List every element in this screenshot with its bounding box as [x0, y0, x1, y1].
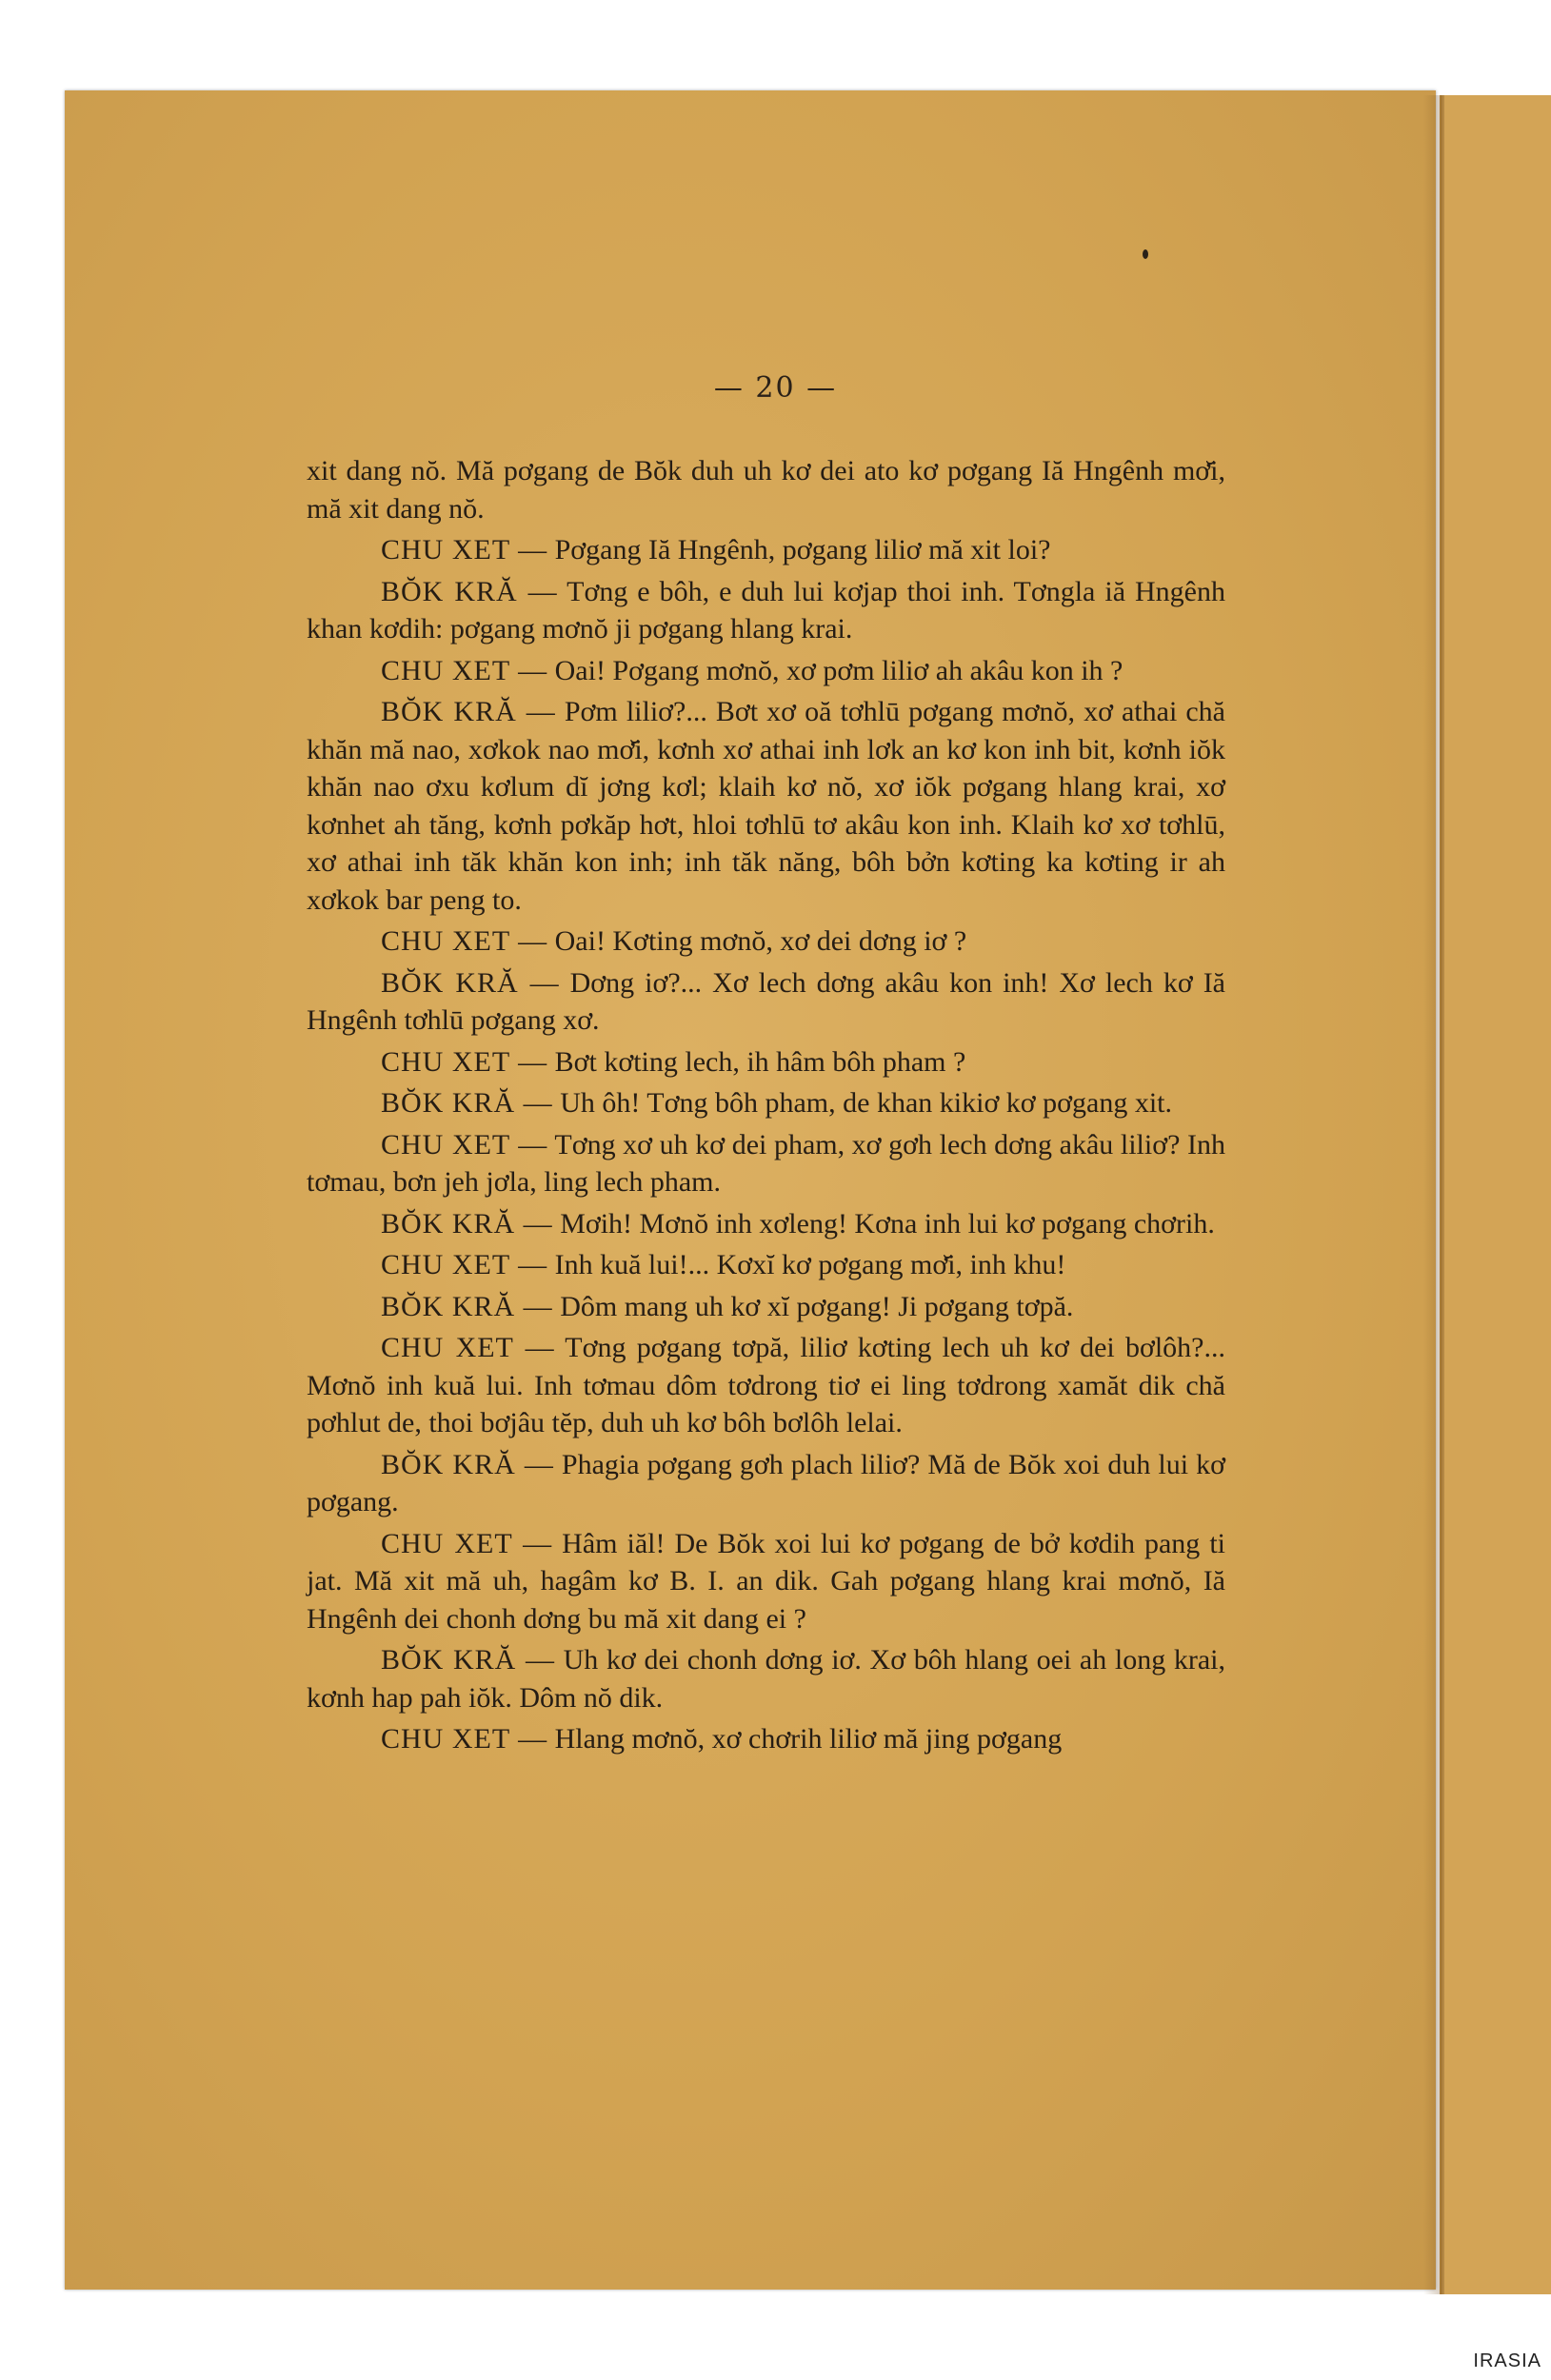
- dialogue-line: Dôm mang uh kơ xĭ pơgang! Ji pơgang tơpă.: [560, 1290, 1074, 1322]
- speaker-name: CHU XET —: [381, 1332, 555, 1363]
- dialogue-line: Pơm liliơ?... Bơt xơ oă tơhlū pơgang mơnŏ, xơ athai chă khăn mă nao, xơkok nao mơ̆i, kơnh xơ athai inh lơk an kơ kon inh bit, kơnh iŏk khăn nao ơxu kơlum dĭ jơng kơl; klaih kơ nŏ, xơ iŏk pơgang hlang krai, xơ kơnhet ah tăng, kơnh pơkăp hơt, hloi tơhlū tơ akâu kon inh. Klaih kơ xơ tơhlū, xơ athai inh tăk khăn kon inh; inh tăk năng, bôh bởn kơting ka kơting ir ah xơkok bar peng to.: [307, 696, 1225, 916]
- speaker-name: CHU XET —: [381, 1723, 548, 1755]
- speaker-name: CHU XET —: [381, 1128, 548, 1160]
- watermark: IRASIA: [1473, 2350, 1541, 2371]
- dialogue-line: Phagia pơgang gơh plach liliơ? Mă de Bŏk xoi duh lui kơ pơgang.: [307, 1448, 1226, 1517]
- dialogue-paragraph: [307, 1084, 1225, 1122]
- page-number: — 20 —: [713, 371, 838, 405]
- speaker-name: BŎK KRĂ —: [381, 696, 556, 727]
- speaker-name: BŎK KRĂ —: [381, 575, 558, 607]
- dialogue-text: [307, 452, 1225, 1762]
- dialogue-line: Tơng e bôh, e duh lui kơjap thoi inh. Tơngla iă Hngênh khan kơdih: pơgang mơnŏ ji pơgang hlang krai.: [307, 575, 1225, 645]
- speaker-name: CHU XET —: [381, 1527, 553, 1559]
- dialogue-line: Hlang mơnŏ, xơ chơrih liliơ mă jing pơgang: [554, 1723, 1063, 1755]
- dialogue-paragraph: [307, 652, 1225, 690]
- dialogue-paragraph: [307, 1446, 1225, 1521]
- speaker-name: CHU XET —: [381, 1249, 548, 1280]
- dialogue-paragraph: [307, 693, 1225, 919]
- dialogue-paragraph: [307, 1126, 1225, 1201]
- dialogue-paragraph: [307, 1329, 1225, 1442]
- dialogue-paragraph: [307, 1641, 1225, 1716]
- dialogue-paragraph: [307, 573, 1225, 648]
- speaker-name: BŎK KRĂ —: [381, 1644, 555, 1676]
- ink-spot: [1143, 249, 1148, 259]
- speaker-name: CHU XET —: [381, 1045, 548, 1078]
- dialogue-line: Oai! Pơgang mơnŏ, xơ pơm liliơ ah akâu kon ih ?: [554, 654, 1123, 686]
- dialogue-line: Bơt kơting lech, ih hâm bôh pham ?: [554, 1045, 966, 1078]
- dialogue-paragraph: [307, 1525, 1225, 1638]
- dialogue-paragraph: [307, 531, 1225, 569]
- dialogue-line: Tơng pơgang tơpă, liliơ kơting lech uh kơ dei bơlôh?... Mơnŏ inh kuă lui. Inh tơmau dôm tơdrong tiơ ei ling tơdrong xamăt dik chă pơhlut de, thoi bơjâu tĕp, duh uh kơ bôh bơlôh lelai.: [307, 1332, 1225, 1438]
- dialogue-paragraph: [307, 1205, 1225, 1243]
- dialogue-line: Inh kuă lui!... Kơxĭ kơ pơgang mơ̆i, inh khu!: [554, 1249, 1066, 1280]
- dialogue-paragraph: [307, 1288, 1225, 1326]
- dialogue-paragraph: [307, 452, 1225, 527]
- dialogue-line: xit dang nŏ. Mă pơgang de Bŏk duh uh kơ dei ato kơ pơgang Iă Hngênh mơ̆i, mă xit dang nŏ.: [307, 455, 1225, 525]
- dialogue-line: Oai! Kơting mơnŏ, xơ dei dơng iơ ?: [554, 925, 967, 957]
- speaker-name: BŎK KRĂ —: [381, 1207, 553, 1240]
- dialogue-line: Pơgang Iă Hngênh, pơgang liliơ mă xit loi?: [554, 534, 1051, 565]
- speaker-name: BŎK KRĂ —: [381, 966, 560, 999]
- dialogue-paragraph: [307, 922, 1225, 961]
- speaker-name: CHU XET —: [381, 925, 548, 957]
- speaker-name: BŎK KRĂ —: [381, 1290, 553, 1322]
- page-fold-shadow: [1423, 95, 1444, 2294]
- dialogue-line: Uh ôh! Tơng bôh pham, de khan kikiơ kơ pơgang xit.: [560, 1087, 1173, 1119]
- dialogue-line: Hâm iăl! De Bŏk xoi lui kơ pơgang de bở kơdih pang ti jat. Mă xit mă uh, hagâm kơ B. I. an dik. Gah pơgang hlang krai mơnŏ, Iă Hngênh dei chonh dơng bu mă xit dang ei ?: [307, 1527, 1225, 1635]
- speaker-name: BŎK KRĂ —: [381, 1087, 553, 1119]
- dialogue-paragraph: [307, 1720, 1225, 1758]
- dialogue-paragraph: [307, 1246, 1225, 1284]
- dialogue-paragraph: [307, 1043, 1225, 1081]
- speaker-name: BŎK KRĂ —: [381, 1448, 554, 1480]
- facing-page-edge: [1440, 95, 1551, 2294]
- dialogue-paragraph: [307, 964, 1225, 1040]
- speaker-name: CHU XET —: [381, 654, 548, 686]
- dialogue-line: Tơng xơ uh kơ dei pham, xơ gơh lech dơng akâu liliơ? Inh tơmau, bơn jeh jơla, ling lech pham.: [307, 1128, 1225, 1198]
- dialogue-line: Mơih! Mơnŏ inh xơleng! Kơna inh lui kơ pơgang chơrih.: [560, 1207, 1215, 1240]
- dialogue-line: Dơng iơ?... Xơ lech dơng akâu kon inh! Xơ lech kơ Iă Hngênh tơhlū pơgang xơ.: [307, 966, 1225, 1036]
- dialogue-line: Uh kơ dei chonh dơng iơ. Xơ bôh hlang oei ah long krai, kơnh hap pah iŏk. Dôm nŏ dik.: [307, 1644, 1226, 1714]
- speaker-name: CHU XET —: [381, 534, 548, 565]
